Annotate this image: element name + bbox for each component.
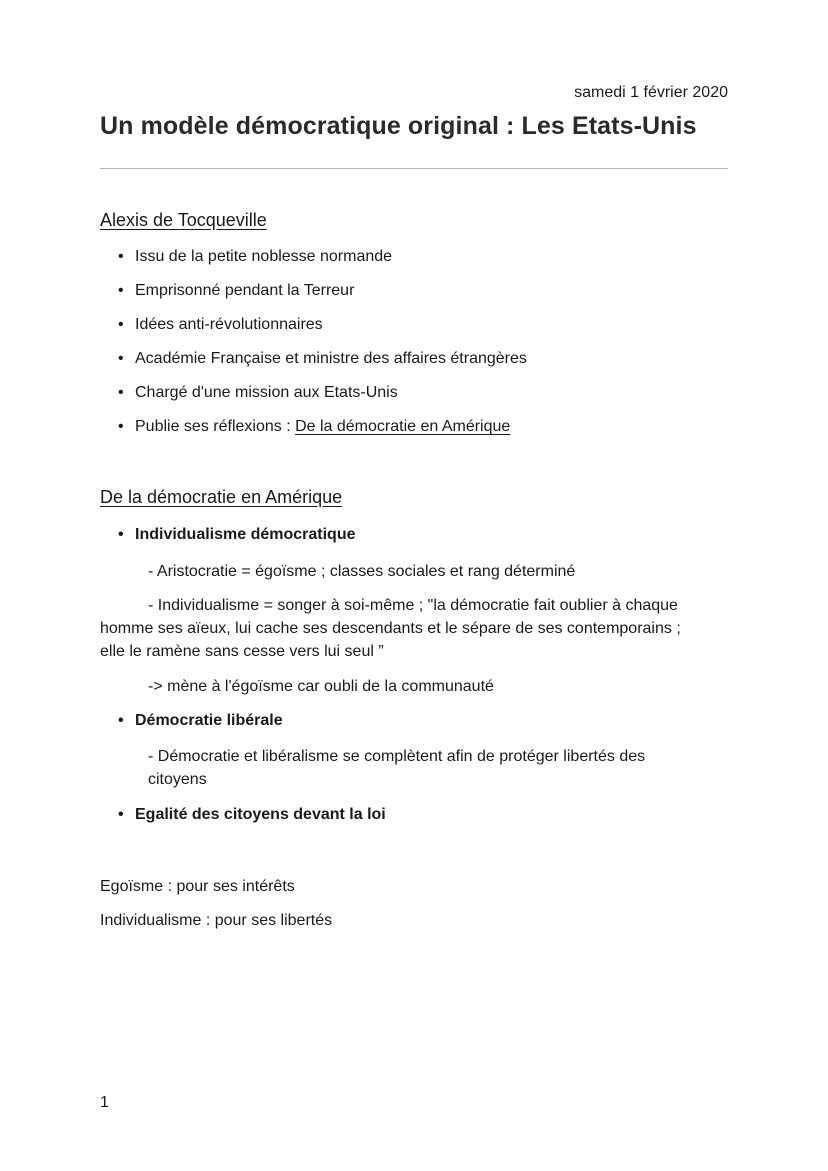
liberale-line-2: citoyens — [148, 771, 207, 788]
document-date: samedi 1 février 2020 — [574, 84, 728, 101]
page-number: 1 — [100, 1094, 109, 1111]
individualisme-line-1: - Individualisme = songer à soi-même ; "la démocratie fait oublier à chaque — [148, 597, 678, 614]
aristocratie-line: - Aristocratie = égoïsme ; classes sociales et rang déterminé — [148, 563, 576, 580]
tocqueville-bullet-list — [118, 247, 527, 437]
book-title-link: De la démocratie en Amérique — [295, 418, 511, 435]
list-item: • Démocratie libérale — [118, 711, 283, 731]
list-item-text: Publie ses réflexions : — [135, 418, 296, 435]
point-democratie-liberale — [118, 711, 283, 731]
definition-egoisme: Egoïsme : pour ses intérêts — [100, 878, 295, 895]
definition-individualisme: Individualisme : pour ses libertés — [100, 912, 333, 929]
list-item: • Idées anti-révolutionnaires — [118, 315, 527, 335]
section-heading-democratie: De la démocratie en Amérique — [100, 487, 343, 507]
individualisme-line-3: elle le ramène sans cesse vers lui seul ” — [100, 643, 384, 660]
list-item: • Emprisonné pendant la Terreur — [118, 281, 527, 301]
list-item: • Issu de la petite noblesse normande — [118, 247, 527, 267]
list-item: • Académie Française et ministre des affaires étrangères — [118, 349, 527, 369]
list-item: • Egalité des citoyens devant la loi — [118, 805, 386, 825]
point-egalite — [118, 805, 386, 825]
list-item — [118, 417, 527, 437]
list-item: • Individualisme démocratique — [118, 525, 356, 545]
document-title: Un modèle démocratique original : Les Etats-Unis — [100, 112, 697, 140]
point-individualisme — [118, 525, 356, 545]
section-heading-tocqueville: Alexis de Tocqueville — [100, 210, 267, 230]
individualisme-line-2: homme ses aïeux, lui cache ses descendants et le sépare de ses contemporains ; — [100, 620, 681, 637]
consequence-line: -> mène à l'égoïsme car oubli de la communauté — [148, 678, 494, 695]
liberale-line-1: - Démocratie et libéralisme se complètent afin de protéger libertés des — [148, 748, 646, 765]
list-item: • Chargé d'une mission aux Etats-Unis — [118, 383, 527, 403]
title-divider — [100, 168, 728, 169]
